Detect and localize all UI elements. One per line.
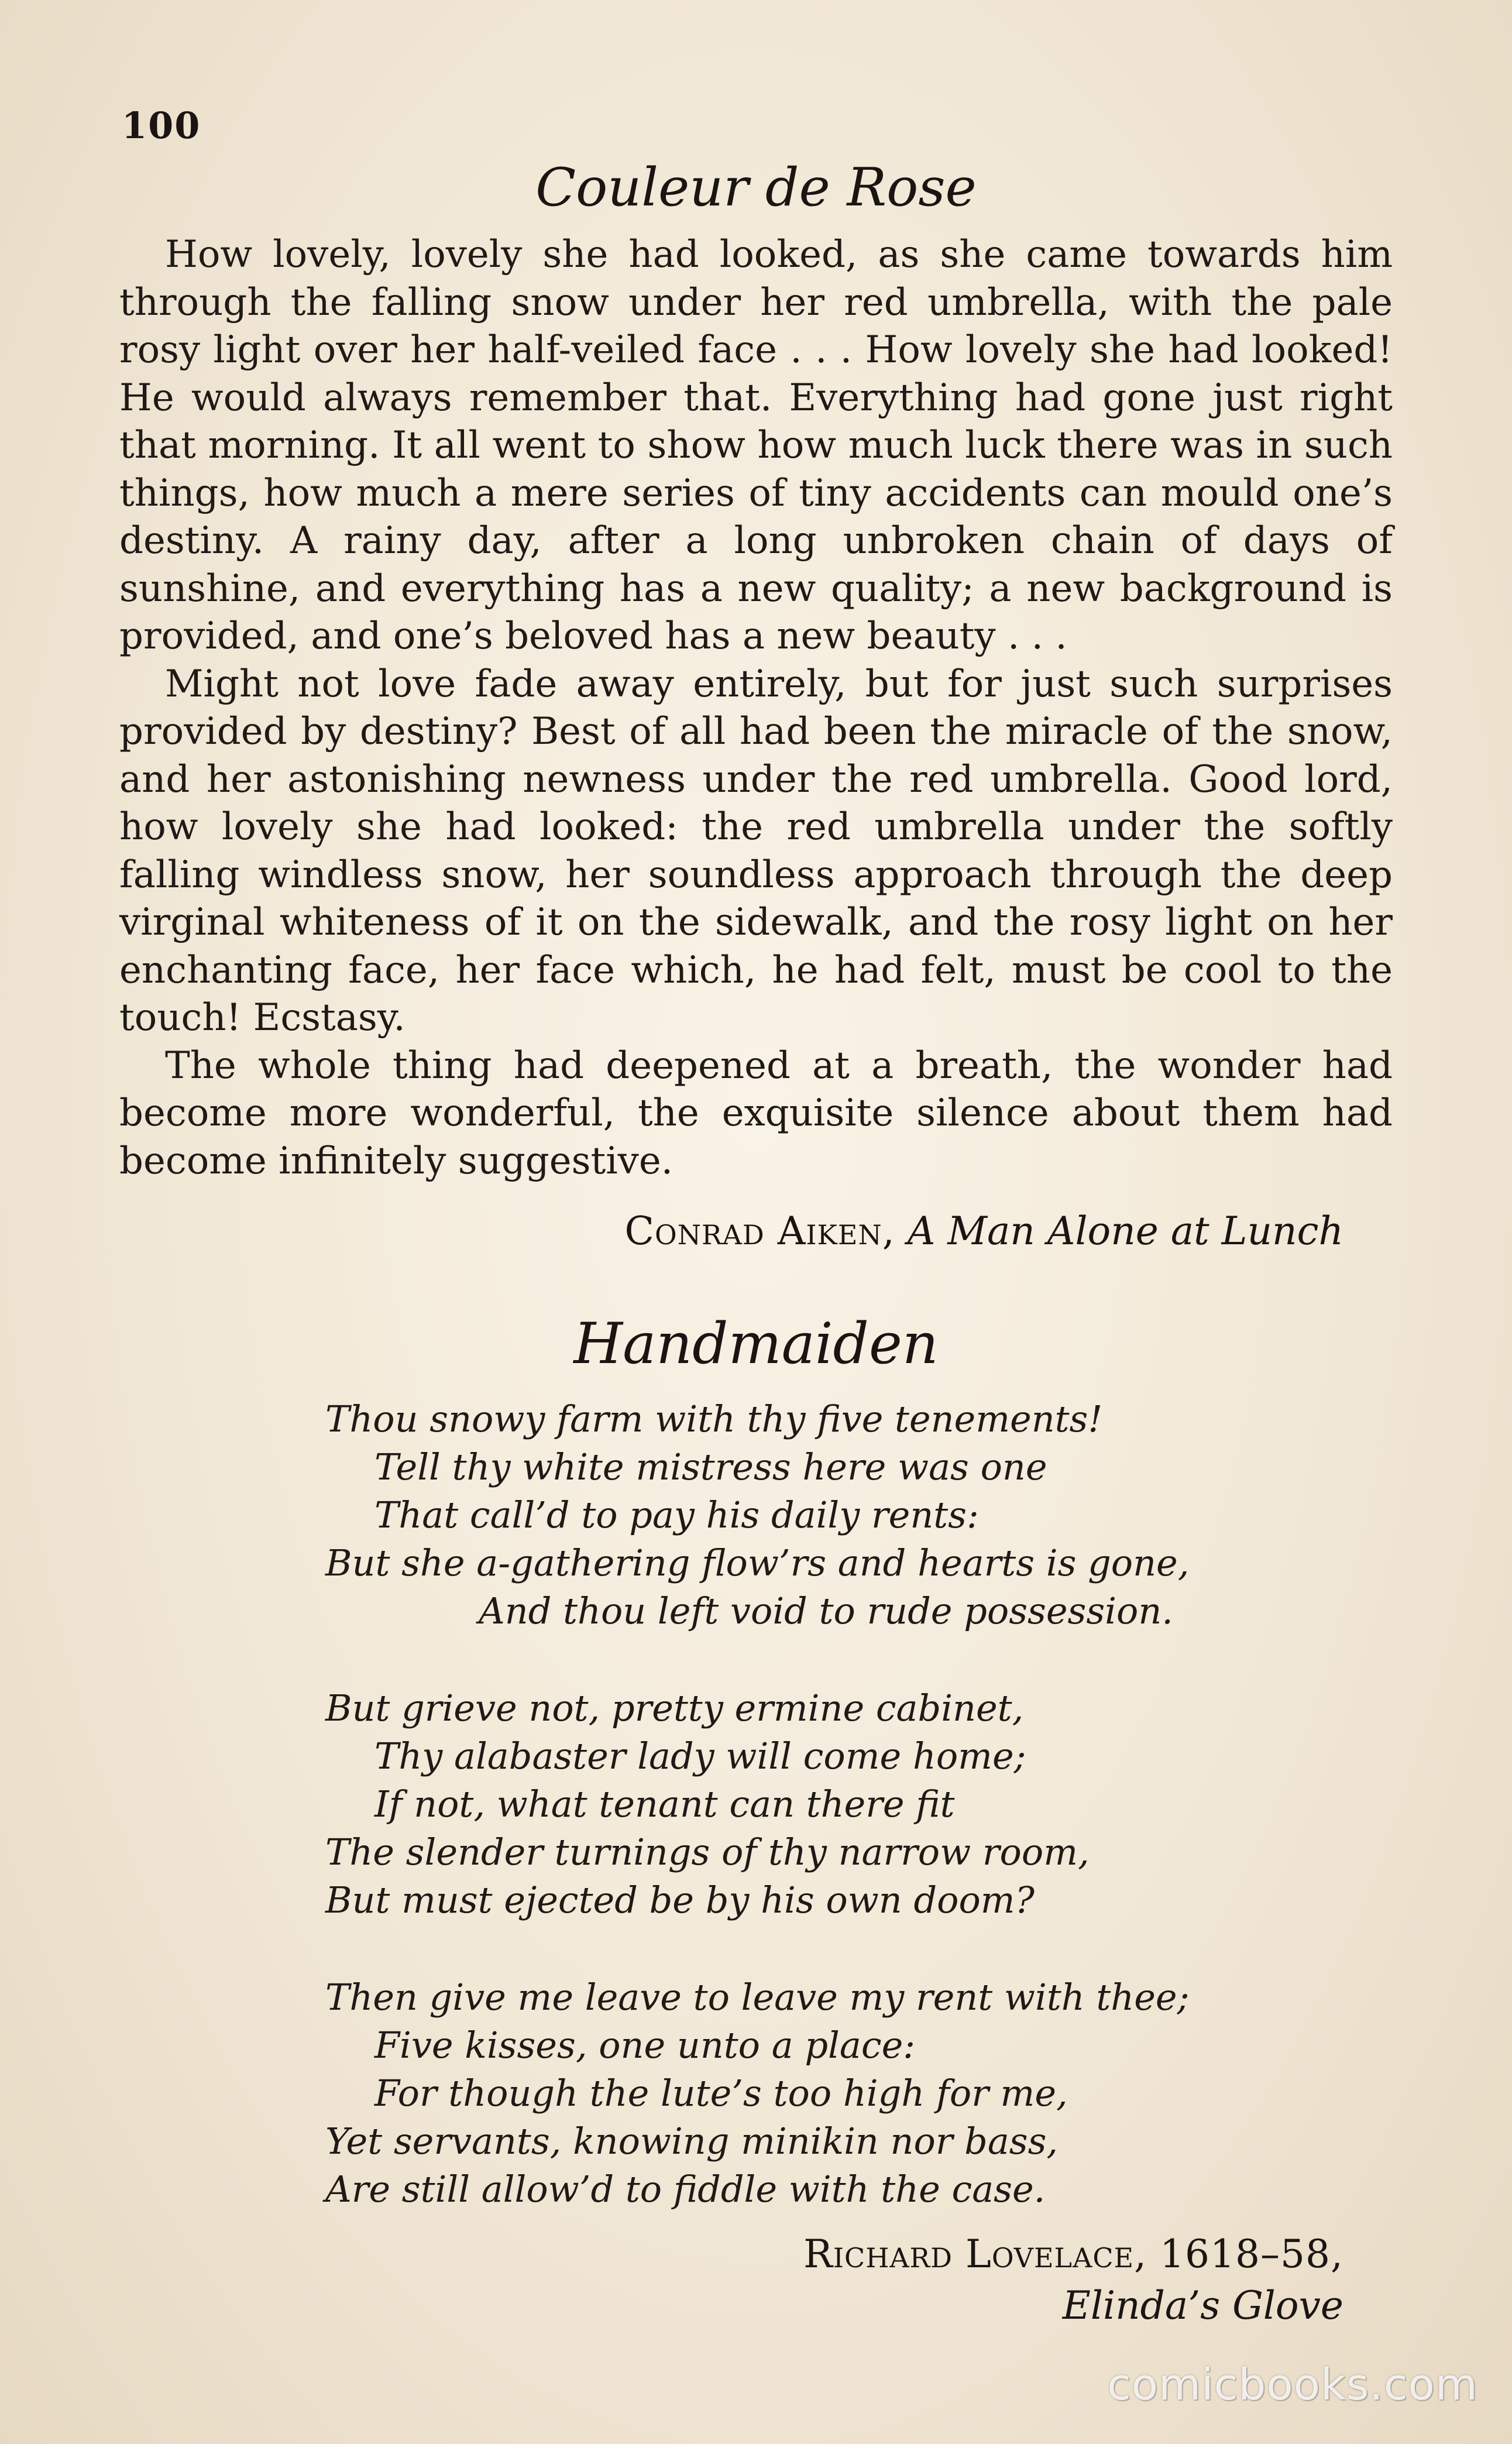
poem-stanza (325, 1395, 1190, 1635)
poem-line: Then give me leave to leave my rent with thee; (325, 1976, 1190, 2019)
poem-line: If not, what tenant can there fit (374, 1783, 955, 1825)
poem-stanza (325, 1684, 1190, 1924)
attribution-work: A Man Alone at Lunch (907, 1209, 1343, 1254)
page-number: 100 (122, 104, 201, 147)
attribution-author: Conrad Aiken, (624, 1209, 895, 1254)
poem-line: But she a-gathering flow’rs and hearts is gone, (325, 1542, 1190, 1584)
paragraph: The whole thing had deepened at a breath, the wonder had become more wonderful, the exquisite silence about them had become infinitely suggestive. (119, 1043, 1393, 1183)
poem-line: But grieve not, pretty ermine cabinet, (325, 1687, 1024, 1729)
attribution-lovelace (803, 2229, 1343, 2332)
poem-stanza (325, 1973, 1190, 2213)
poem-line: The slender turnings of thy narrow room, (325, 1831, 1090, 1873)
paragraph: How lovely, lovely she had looked, as she came towards him through the falling snow under her red umbrella, with the pale rosy light over her half-veiled face . . . How lovely she had looked! He would always remember that. Everything had gone just right that morning. It all went to show how much luck there was in such things, how much a mere series of tiny accidents can mould one’s destiny. A rainy day, after a long unbroken chain of days of sunshine, and everything has a new quality; a new background is provided, and one’s beloved has a new beauty . . . (119, 233, 1393, 658)
poem-line: But must ejected be by his own doom? (325, 1879, 1035, 1921)
poem-line: Thy alabaster lady will come home; (374, 1735, 1026, 1777)
poem-line: Thou snowy farm with thy five tenements! (325, 1398, 1103, 1440)
watermark: comicbooks.com (1107, 2360, 1478, 2410)
attribution-author: Richard Lovelace, 1618–58, (803, 2232, 1343, 2277)
poem-line: Yet servants, knowing minikin nor bass, (325, 2120, 1059, 2162)
attribution-work: Elinda’s Glove (1062, 2283, 1343, 2328)
poem-line: Are still allow’d to fiddle with the case. (325, 2168, 1046, 2210)
prose-body (119, 231, 1393, 1185)
poem-line: For though the lute’s too high for me, (374, 2072, 1068, 2115)
paragraph: Might not love fade away entirely, but for just such surprises provided by destiny? Best of all had been the miracle of the snow, and her astonishing newness under the red umbrella. Good lord, how lovely she had looked: the red umbrella under the softly falling windless snow, her soundless approach through the deep virginal whiteness of it on the sidewalk, and the rosy light on her enchanting face, her face which, he had felt, must be cool to the touch! Ecstasy. (119, 662, 1393, 1039)
section-title-handmaiden: Handmaiden (573, 1311, 939, 1377)
attribution-aiken (625, 1209, 1343, 1254)
poem (325, 1395, 1190, 2213)
poem-line: Tell thy white mistress here was one (374, 1446, 1047, 1488)
poem-line: And thou left void to rude possession. (479, 1590, 1173, 1632)
poem-line: Five kisses, one unto a place: (374, 2024, 916, 2067)
poem-line: That call’d to pay his daily rents: (374, 1494, 979, 1536)
section-title-couleur-de-rose: Couleur de Rose (535, 157, 977, 218)
